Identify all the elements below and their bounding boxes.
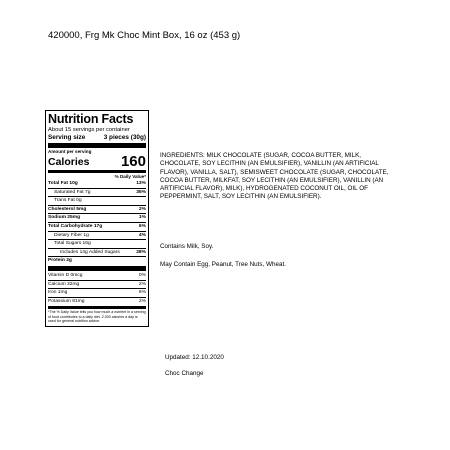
nutrient-label: Sodium 25mg [48, 215, 81, 221]
vitamin-row-calcium [48, 280, 146, 289]
serving-size-value: 3 pieces (30g) [103, 134, 146, 141]
nutrient-dv: 6% [138, 223, 146, 229]
nutrient-label: Total Fat 10g [48, 181, 78, 186]
calories-value: 160 [120, 153, 146, 170]
vitamin-row-vitamin-d [48, 272, 146, 280]
nutrient-row-total-fat [48, 180, 146, 188]
nutrient-dv: 2% [138, 206, 146, 212]
nutrient-dv: 35% [136, 189, 146, 195]
vitamin-row-iron [48, 288, 146, 297]
medium-divider [48, 170, 146, 173]
vitamin-dv: 2% [138, 298, 146, 304]
nutrient-row-added-sugars [48, 248, 146, 257]
vitamin-row-potassium [48, 297, 146, 306]
nutrient-row-dietary-fiber [48, 231, 146, 240]
nutrient-row-sodium [48, 213, 146, 222]
nutrition-facts-label [45, 110, 149, 327]
nutrient-label: Protein 2g [48, 258, 72, 264]
nutrient-row-saturated-fat [48, 188, 146, 197]
serving-size-row [48, 134, 146, 142]
nutrient-label: Dietary Fiber 1g [54, 232, 89, 238]
nutrient-row-trans-fat [48, 196, 146, 205]
vitamin-label: Vitamin D 0mcg [48, 272, 83, 278]
allergen-may-contain: May Contain Egg, Peanut, Tree Nuts, Wheat. [160, 261, 287, 268]
vitamin-dv: 2% [138, 281, 146, 287]
nutrient-label: Cholesterol 5mg [48, 206, 87, 212]
change-note: Choc Change [165, 370, 204, 377]
calories-label: Calories [48, 156, 90, 168]
nutrient-label: Saturated Fat 7g [54, 189, 91, 195]
serving-size-label: Serving size [48, 134, 86, 141]
vitamin-label: Calcium 32mg [48, 281, 80, 287]
thick-divider [48, 143, 146, 148]
vitamin-label: Potassium 81mg [48, 298, 85, 304]
servings-per-container: About 15 servings per container [48, 127, 130, 133]
ingredients-text: INGREDIENTS: MILK CHOCOLATE (SUGAR, COCOA BUTTER, MILK, CHOCOLATE, SOY LECITHIN (AN EMULSIFIER), VANILLIN (AN ARTIFICIAL FLAVOR), VANILLA, SALT), SEMISWEET CHOCOLATE (SUGAR, CHOCOLATE, COCOA BUTTER, MILKFAT, SOY LECITHIN (AN EMULSIFIER), VANILLIN (AN ARTIFICIAL FLAVOR), MILK), HYDROGENATED COCONUT OIL, OIL OF PEPPERMINT, SALT, SOY LECITHIN (AN EMULSIFIER). [160, 152, 389, 201]
nutrition-facts-title: Nutrition Facts [48, 112, 134, 126]
updated-date: Updated: 12.10.2020 [165, 354, 224, 361]
amount-per-serving: Amount per serving [48, 149, 92, 154]
nutrient-row-protein [48, 256, 146, 265]
medium-divider [48, 306, 146, 309]
vitamin-dv: 6% [138, 290, 146, 296]
nutrient-label: Total Carbohydrate 17g [48, 223, 103, 229]
nutrient-dv: 28% [136, 249, 146, 255]
nutrient-dv: 1% [138, 215, 146, 221]
product-title: 420000, Frg Mk Choc Mint Box, 16 oz (453 g) [48, 30, 241, 41]
vitamin-label: Iron 1mg [48, 290, 68, 296]
nutrient-dv: 13% [136, 181, 146, 186]
thick-divider [48, 266, 146, 271]
nutrient-label: Includes 14g Added Sugars [60, 249, 120, 255]
allergen-contains: Contains Milk, Soy. [160, 243, 214, 250]
nutrient-row-cholesterol [48, 205, 146, 214]
daily-value-header: % Daily Value* [114, 174, 146, 179]
nutrient-row-total-carbohydrate [48, 222, 146, 231]
nutrient-dv: 4% [138, 232, 146, 238]
nutrient-label: Total Sugars 16g [54, 241, 91, 247]
daily-value-footnote: *The % Daily Value tells you how much a nutrient in a serving of food contributes to a daily diet. 2,000 calories a day is used for general nutrition advice. [48, 310, 146, 323]
nutrient-row-total-sugars [48, 239, 146, 248]
calories-row [48, 155, 146, 169]
vitamin-dv: 0% [138, 272, 146, 278]
nutrient-label: Trans Fat 0g [54, 198, 82, 204]
